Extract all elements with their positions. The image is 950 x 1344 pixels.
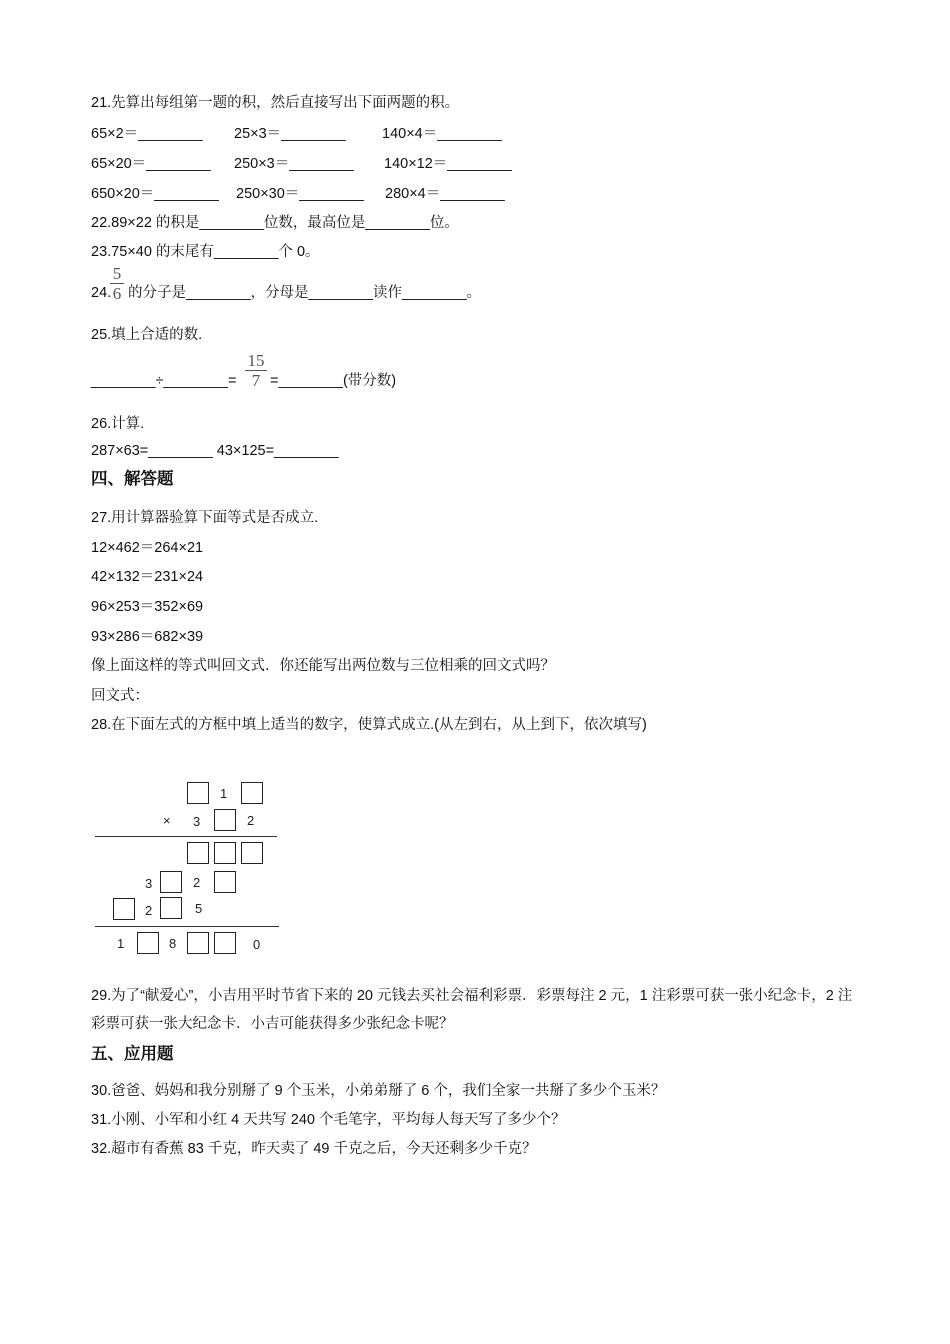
q25-fraction-numerator: 15: [247, 351, 265, 370]
q28-blank-box[interactable]: [137, 932, 159, 954]
q24-text: 的分子是________，分母是________读作________。: [128, 285, 482, 301]
q27-eq-2: 42×132＝231×24: [91, 569, 204, 585]
q22-text: 22.89×22 的积是________位数，最高位是________位。: [91, 215, 459, 231]
q28-digit: 1: [117, 936, 125, 951]
q21-r1-c3: 140×4＝________: [382, 126, 502, 142]
q28-blank-box[interactable]: [214, 809, 236, 831]
q30-text: 30.爸爸、妈妈和我分别掰了 9 个玉米，小弟弟掰了 6 个，我们全家一共掰了多少个玉米？: [91, 1083, 666, 1099]
q27-eq-1: 12×462＝264×21: [91, 540, 204, 556]
q28-blank-box[interactable]: [241, 782, 263, 804]
q28-blank-box[interactable]: [113, 898, 135, 920]
q26-line: 287×63=________ 43×125=________: [91, 443, 339, 459]
q21-r1-c2: 25×3＝________: [234, 126, 346, 142]
q21-title: 21.先算出每组第一题的积，然后直接写出下面两题的积。: [91, 95, 460, 111]
q25-fraction-denominator: 7: [251, 371, 261, 390]
q28-blank-box[interactable]: [160, 897, 182, 919]
q28-digit: 8: [169, 936, 177, 951]
q29-text: 29.为了“献爱心”，小吉用平时节省下来的 20 元钱去买社会福利彩票．彩票每注 2 元，1 注彩票可获一张小纪念卡，2 注彩票可获一张大纪念卡．小吉可能获得多少张纪念卡呢？: [91, 988, 853, 1032]
q21-r3-c3: 280×4＝________: [385, 186, 505, 202]
q27-eq-3: 96×253＝352×69: [91, 599, 204, 615]
q24-prefix: 24.: [91, 285, 112, 301]
q25-part1: ________÷________=: [91, 373, 237, 389]
q28-blank-box[interactable]: [214, 932, 236, 954]
q21-r2-c2: 250×3＝________: [234, 156, 354, 172]
q26-title: 26.计算.: [91, 416, 145, 432]
q21-r1-c1: 65×2＝________: [91, 126, 203, 142]
q28-times-sign: ×: [163, 813, 171, 828]
q28-blank-box[interactable]: [160, 871, 182, 893]
q21-r2-c1: 65×20＝________: [91, 156, 211, 172]
section-4-heading: 四、解答题: [91, 470, 174, 488]
section-5-heading: 五、应用题: [91, 1045, 174, 1063]
q28-digit: 2: [145, 903, 153, 918]
q24-fraction-denominator: 6: [112, 284, 122, 303]
q23-text: 23.75×40 的末尾有________个 0。: [91, 244, 320, 260]
q28-digit: 1: [220, 786, 228, 801]
q28-blank-box[interactable]: [214, 842, 236, 864]
q21-r2-c3: 140×12＝________: [384, 156, 512, 172]
q28-divider-line: [95, 836, 277, 837]
q21-r3-c2: 250×30＝________: [236, 186, 364, 202]
q28-blank-box[interactable]: [241, 842, 263, 864]
q25-title: 25.填上合适的数.: [91, 327, 203, 343]
q27-question: 像上面这样的等式叫回文式．你还能写出两位数与三位相乘的回文式吗？: [91, 658, 555, 674]
q28-blank-box[interactable]: [187, 932, 209, 954]
q25-part2: =________(带分数): [270, 373, 397, 389]
q32-text: 32.超市有香蕉 83 千克，昨天卖了 49 千克之后，今天还剩多少千克？: [91, 1141, 537, 1157]
q28-digit: 0: [253, 937, 261, 952]
q28-blank-box[interactable]: [187, 842, 209, 864]
q24-fraction-numerator: 5: [112, 264, 122, 283]
q31-text: 31.小刚、小军和小红 4 天共写 240 个毛笔字，平均每人每天写了多少个？: [91, 1112, 566, 1128]
q28-digit: 2: [193, 875, 201, 890]
q27-answer-label: 回文式：: [91, 688, 149, 704]
q27-title: 27.用计算器验算下面等式是否成立.: [91, 510, 319, 526]
q28-blank-box[interactable]: [187, 782, 209, 804]
q21-r3-c1: 650×20＝________: [91, 186, 219, 202]
q28-digit: 3: [193, 814, 201, 829]
q27-eq-4: 93×286＝682×39: [91, 629, 204, 645]
q28-digit: 3: [145, 876, 153, 891]
q28-blank-box[interactable]: [214, 871, 236, 893]
q25-fraction: [245, 352, 267, 389]
q28-divider-line: [95, 926, 279, 927]
q28-title: 28.在下面左式的方框中填上适当的数字，使算式成立.(从左到右，从上到下，依次填写): [91, 717, 647, 733]
q28-digit: 2: [247, 813, 255, 828]
q28-digit: 5: [195, 901, 203, 916]
q24-fraction: [110, 265, 124, 302]
